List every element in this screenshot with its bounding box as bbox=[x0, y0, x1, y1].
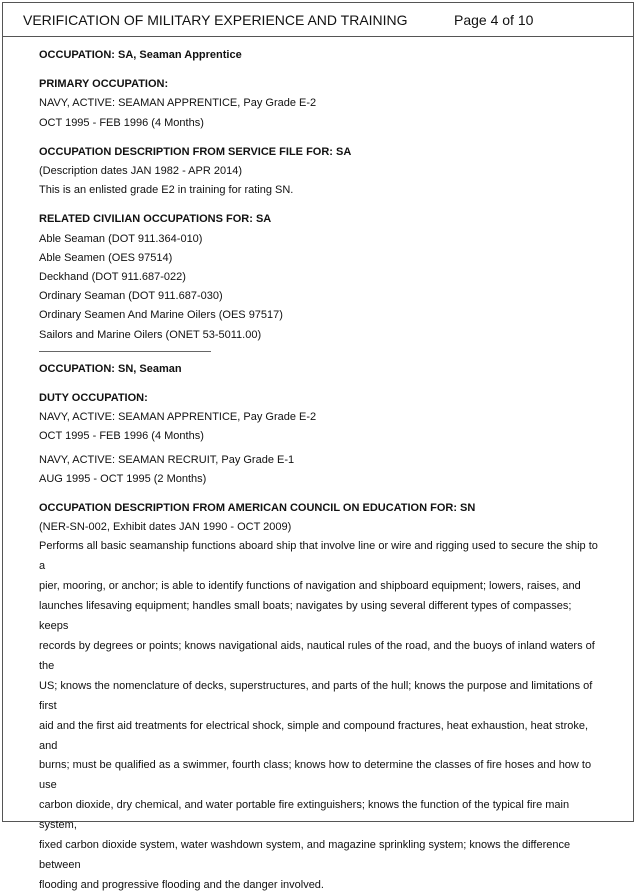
related-occupation-item: Able Seaman (DOT 911.364-010) bbox=[39, 232, 203, 245]
duty-occupation-line: NAVY, ACTIVE: SEAMAN RECRUIT, Pay Grade E-1 bbox=[39, 453, 295, 466]
primary-occupation-heading: PRIMARY OCCUPATION: bbox=[39, 78, 169, 91]
sn-description-line: burns; must be qualified as a swimmer, fourth class; knows how to determine the classes of fire hoses and how to use bbox=[39, 759, 592, 792]
document-title: VERIFICATION OF MILITARY EXPERIENCE AND TRAINING bbox=[23, 12, 408, 28]
related-occupations-heading: RELATED CIVILIAN OCCUPATIONS FOR: SA bbox=[39, 213, 272, 226]
sn-description-line: US; knows the nomenclature of decks, superstructures, and parts of the hull; knows the purpose and limitations of first bbox=[39, 679, 593, 712]
sn-description-line: records by degrees or points; knows navigational aids, nautical rules of the road, and the buoys of inland waters of the bbox=[39, 640, 595, 672]
sn-description-line: launches lifesaving equipment; handles small boats; navigates by using several different types of compasses; keeps bbox=[39, 600, 572, 633]
related-occupation-item: Sailors and Marine Oilers (ONET 53-5011.00) bbox=[39, 328, 262, 341]
duty-occupation-line: NAVY, ACTIVE: SEAMAN APPRENTICE, Pay Grade E-2 bbox=[39, 411, 317, 424]
page-header bbox=[3, 3, 633, 37]
primary-occupation-dates: OCT 1995 - FEB 1996 (4 Months) bbox=[39, 116, 204, 129]
section-divider bbox=[39, 351, 211, 352]
sn-description-line: pier, mooring, or anchor; is able to identify functions of navigation and shipboard equipment; lowers, raises, and bbox=[39, 580, 581, 593]
page-number: Page 4 of 10 bbox=[454, 12, 534, 28]
sn-description-heading: OCCUPATION DESCRIPTION FROM AMERICAN COUNCIL ON EDUCATION FOR: SN bbox=[39, 502, 476, 515]
related-occupation-item: Ordinary Seaman (DOT 911.687-030) bbox=[39, 290, 223, 303]
primary-occupation-line: NAVY, ACTIVE: SEAMAN APPRENTICE, Pay Grade E-2 bbox=[39, 97, 317, 110]
duty-occupation-dates: AUG 1995 - OCT 1995 (2 Months) bbox=[39, 472, 207, 485]
sa-description-dates: (Description dates JAN 1982 - APR 2014) bbox=[39, 165, 242, 178]
occupation-sn-heading: OCCUPATION: SN, Seaman bbox=[39, 362, 182, 375]
sn-description-line: fixed carbon dioxide system, water washdown system, and magazine sprinkling system; knows the difference between bbox=[39, 839, 571, 871]
sn-description-line: flooding and progressive flooding and the danger involved. bbox=[39, 878, 324, 891]
sn-description-line: aid and the first aid treatments for electrical shock, simple and compound fractures, heat exhaustion, heat stroke, and bbox=[39, 719, 589, 752]
related-occupation-item: Deckhand (DOT 911.687-022) bbox=[39, 271, 186, 284]
sa-description-text: This is an enlisted grade E2 in training for rating SN. bbox=[39, 184, 294, 197]
sn-description-paragraph bbox=[39, 537, 599, 895]
related-occupation-item: Able Seamen (OES 97514) bbox=[39, 251, 173, 264]
document-content bbox=[39, 46, 599, 896]
duty-occupation-heading: DUTY OCCUPATION: bbox=[39, 392, 148, 405]
sn-description-line: Performs all basic seamanship functions aboard ship that involve line or wire and rigging used to secure the ship to a bbox=[39, 540, 598, 573]
related-occupation-item: Ordinary Seamen And Marine Oilers (OES 97517) bbox=[39, 309, 283, 322]
duty-occupation-dates: OCT 1995 - FEB 1996 (4 Months) bbox=[39, 430, 204, 443]
occupation-sa-heading: OCCUPATION: SA, Seaman Apprentice bbox=[39, 49, 242, 61]
sa-description-heading: OCCUPATION DESCRIPTION FROM SERVICE FILE FOR: SA bbox=[39, 145, 352, 158]
sn-description-reference: (NER-SN-002, Exhibit dates JAN 1990 - OCT 2009) bbox=[39, 521, 292, 534]
sn-description-line: carbon dioxide, dry chemical, and water portable fire extinguishers; knows the function of the typical fire main system, bbox=[39, 799, 570, 832]
